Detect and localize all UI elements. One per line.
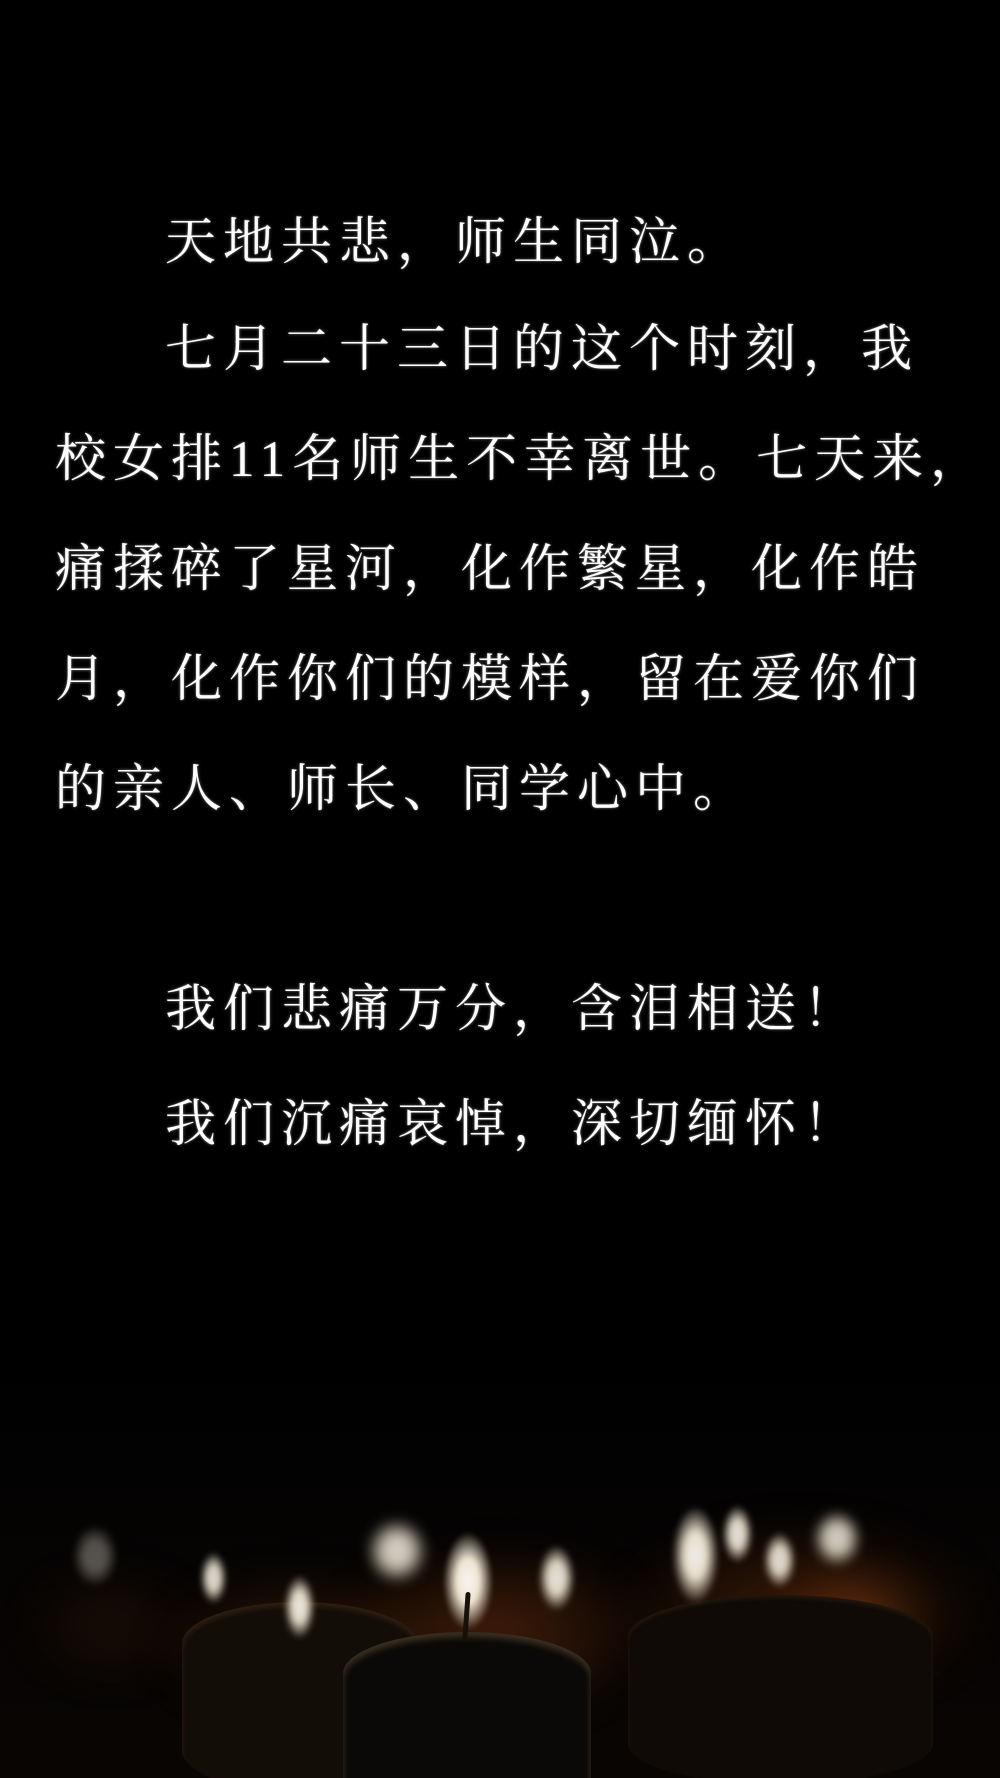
memorial-candles-image bbox=[0, 1340, 1000, 1778]
candle-flame bbox=[72, 1525, 118, 1587]
paragraph-line-4: 月，化作你们的模样，留在爱你们 bbox=[55, 652, 926, 708]
paragraph-line-3: 痛揉碎了星河，化作繁星，化作皓 bbox=[55, 542, 926, 598]
main-paragraph bbox=[55, 295, 989, 845]
candle-flame bbox=[200, 1552, 227, 1604]
candle-flame bbox=[672, 1506, 719, 1604]
candle-flame bbox=[763, 1532, 796, 1588]
candle-flame bbox=[812, 1510, 862, 1567]
paragraph-line-2: 校女排11名师生不幸离世。七天来， bbox=[55, 432, 989, 488]
opening-line: 天地共悲，师生同泣。 bbox=[165, 215, 746, 271]
paragraph-line-1: 七月二十三日的这个时刻，我 bbox=[165, 322, 920, 378]
candle-glow bbox=[20, 1565, 200, 1685]
candle-flame bbox=[366, 1518, 428, 1584]
candle-body bbox=[628, 1595, 933, 1778]
candle-flame bbox=[722, 1505, 753, 1563]
candle-body bbox=[343, 1632, 591, 1778]
mourning-line-2: 我们沉痛哀悼，深切缅怀！ bbox=[165, 1097, 862, 1153]
mourning-line-1: 我们悲痛万分，含泪相送！ bbox=[165, 982, 862, 1038]
paragraph-line-5: 的亲人、师长、同学心中。 bbox=[55, 762, 752, 818]
